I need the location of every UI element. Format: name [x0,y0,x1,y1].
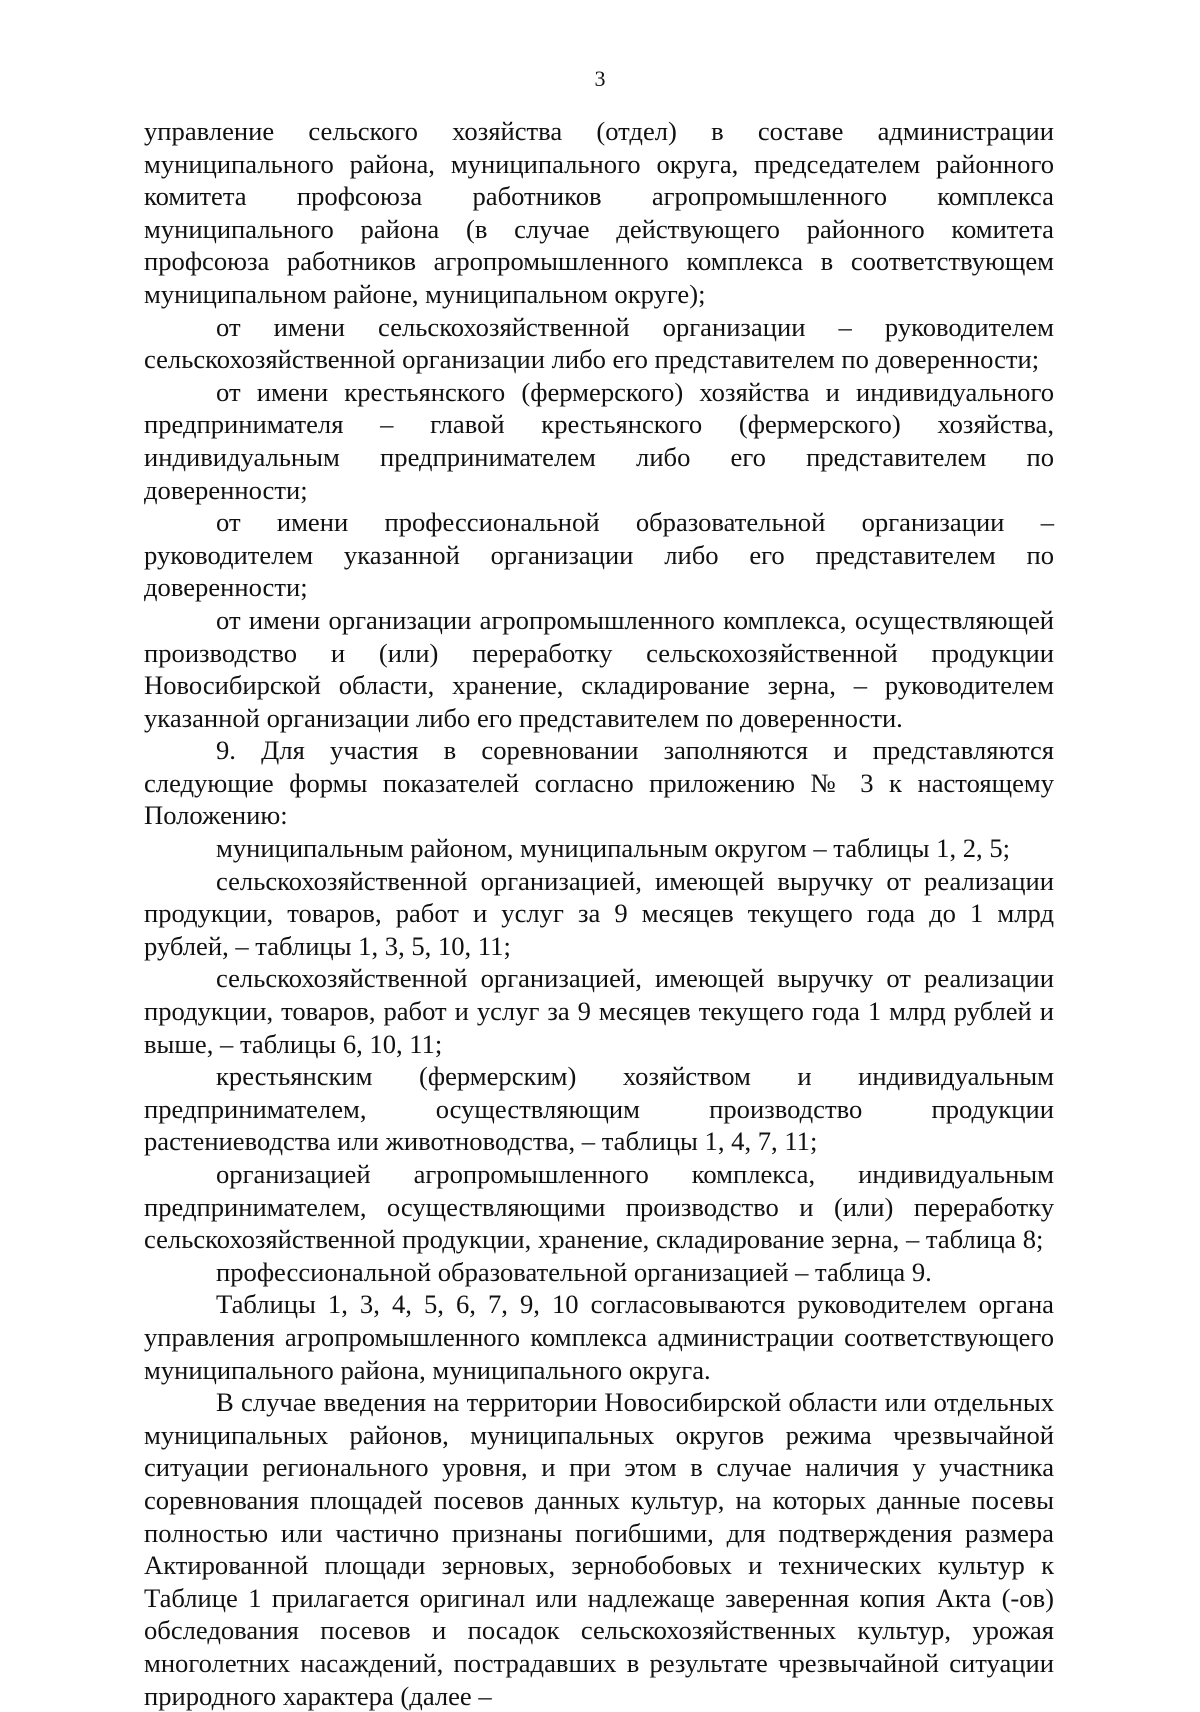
page-number: 3 [594,66,606,91]
paragraph: профессиональной образовательной организацией – таблица 9. [216,1256,932,1287]
paragraph: от имени профессиональной образовательной организации – руководителем указанной организации либо его представителем по доверенности; [144,507,1054,603]
paragraph: от имени крестьянского (фермерского) хозяйства и индивидуального предпринимателя – главой крестьянского (фермерского) хозяйства, индивидуальным предпринимателем либо его представителем по доверенности; [144,376,1054,505]
paragraph: крестьянским (фермерским) хозяйством и индивидуальным предпринимателем, осуществляющим производство продукции растениеводства или животноводства, – таблицы 1, 4, 7, 11; [144,1061,1054,1157]
document-body [144,115,1054,1712]
paragraph: сельскохозяйственной организацией, имеющей выручку от реализации продукции, товаров, работ и услуг за 9 месяцев текущего года до 1 млрд рублей, – таблицы 1, 3, 5, 10, 11; [144,865,1054,961]
paragraph: 9. Для участия в соревновании заполняются и представляются следующие формы показателей согласно приложению № 3 к настоящему Положению: [144,735,1054,831]
paragraph: организацией агропромышленного комплекса, индивидуальным предпринимателем, осуществляющими производство и (или) переработку сельскохозяйственной продукции, хранение, складирование зерна, – таблица 8; [144,1159,1054,1255]
paragraph: от имени организации агропромышленного комплекса, осуществляющей производство и (или) переработку сельскохозяйственной продукции Новосибирской области, хранение, складирование зерна, – руководителем указанной организации либо его представителем по доверенности. [144,604,1054,733]
paragraph: от имени сельскохозяйственной организации – руководителем сельскохозяйственной организации либо его представителем по доверенности; [144,311,1054,375]
paragraph: Таблицы 1, 3, 4, 5, 6, 7, 9, 10 согласовываются руководителем органа управления агропромышленного комплекса администрации соответствующего муниципального района, муниципального округа. [144,1289,1054,1385]
paragraph: В случае введения на территории Новосибирской области или отдельных муниципальных районов, муниципальных округов режима чрезвычайной ситуации регионального уровня, и при этом в случае наличия у участника соревнования площадей посевов данных культур, на которых данные посевы полностью или частично признаны погибшими, для подтверждения размера Актированной площади зерновых, зернобобовых и технических культур к Таблице 1 прилагается оригинал или надлежаще заверенная копия Акта (-ов) обследования посевов и посадок сельскохозяйственных культур, урожая многолетних насаждений, пострадавших в результате чрезвычайной ситуации природного характера (далее – [144,1387,1054,1711]
paragraph: муниципальным районом, муниципальным округом – таблицы 1, 2, 5; [216,833,1011,864]
paragraph: сельскохозяйственной организацией, имеющей выручку от реализации продукции, товаров, работ и услуг за 9 месяцев текущего года 1 млрд рублей и выше, – таблицы 6, 10, 11; [144,963,1054,1059]
paragraph: управление сельского хозяйства (отдел) в составе администрации муниципального района, муниципального округа, председателем районного комитета профсоюза работников агропромышленного комплекса муниципального района (в случае действующего районного комитета профсоюза работников агропромышленного комплекса в соответствующем муниципальном районе, муниципальном округе); [144,116,1054,309]
